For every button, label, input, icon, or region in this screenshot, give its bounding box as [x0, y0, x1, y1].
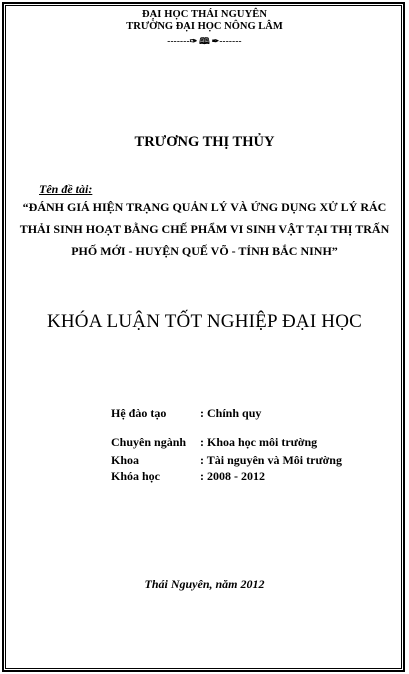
topic-title-line-2: THẢI SINH HOẠT BẰNG CHẾ PHẨM VI SINH VẬT TẠI THỊ TRẤN — [19, 222, 390, 236]
info-value: : Tài nguyên và Môi trường — [200, 453, 342, 467]
info-row-faculty — [111, 453, 342, 467]
page-border-inner — [5, 5, 402, 669]
author-name: TRƯƠNG THỊ THỦY — [134, 134, 275, 150]
info-row-course — [111, 469, 265, 483]
topic-label: Tên đề tài: — [39, 182, 93, 196]
ornament-divider: -------✑ 🕮 ✒------- — [167, 36, 242, 46]
university-name: ĐẠI HỌC THÁI NGUYÊN — [141, 9, 268, 20]
place-and-year: Thái Nguyên, năm 2012 — [144, 577, 265, 591]
info-label: Khóa học — [111, 469, 161, 483]
info-label: Hệ đào tạo — [111, 406, 167, 420]
info-row-major — [111, 435, 317, 449]
info-value: : Chính quy — [200, 406, 262, 420]
topic-title-line-1: “ĐÁNH GIÁ HIỆN TRẠNG QUẢN LÝ VÀ ỨNG DỤNG XỬ LÝ RÁC — [22, 200, 387, 214]
thesis-type: KHÓA LUẬN TỐT NGHIỆP ĐẠI HỌC — [46, 311, 363, 332]
info-row-training-system — [111, 406, 261, 420]
info-value: : Khoa học môi trường — [200, 435, 318, 449]
info-label: Chuyên ngành — [111, 435, 187, 449]
info-value: : 2008 - 2012 — [200, 469, 265, 483]
topic-title-line-3: PHỐ MỚI - HUYỆN QUẾ VÕ - TỈNH BẮC NINH” — [71, 244, 338, 258]
school-name: TRƯỜNG ĐẠI HỌC NÔNG LÂM — [126, 21, 283, 32]
page-border — [2, 2, 405, 672]
info-label: Khoa — [111, 453, 140, 467]
